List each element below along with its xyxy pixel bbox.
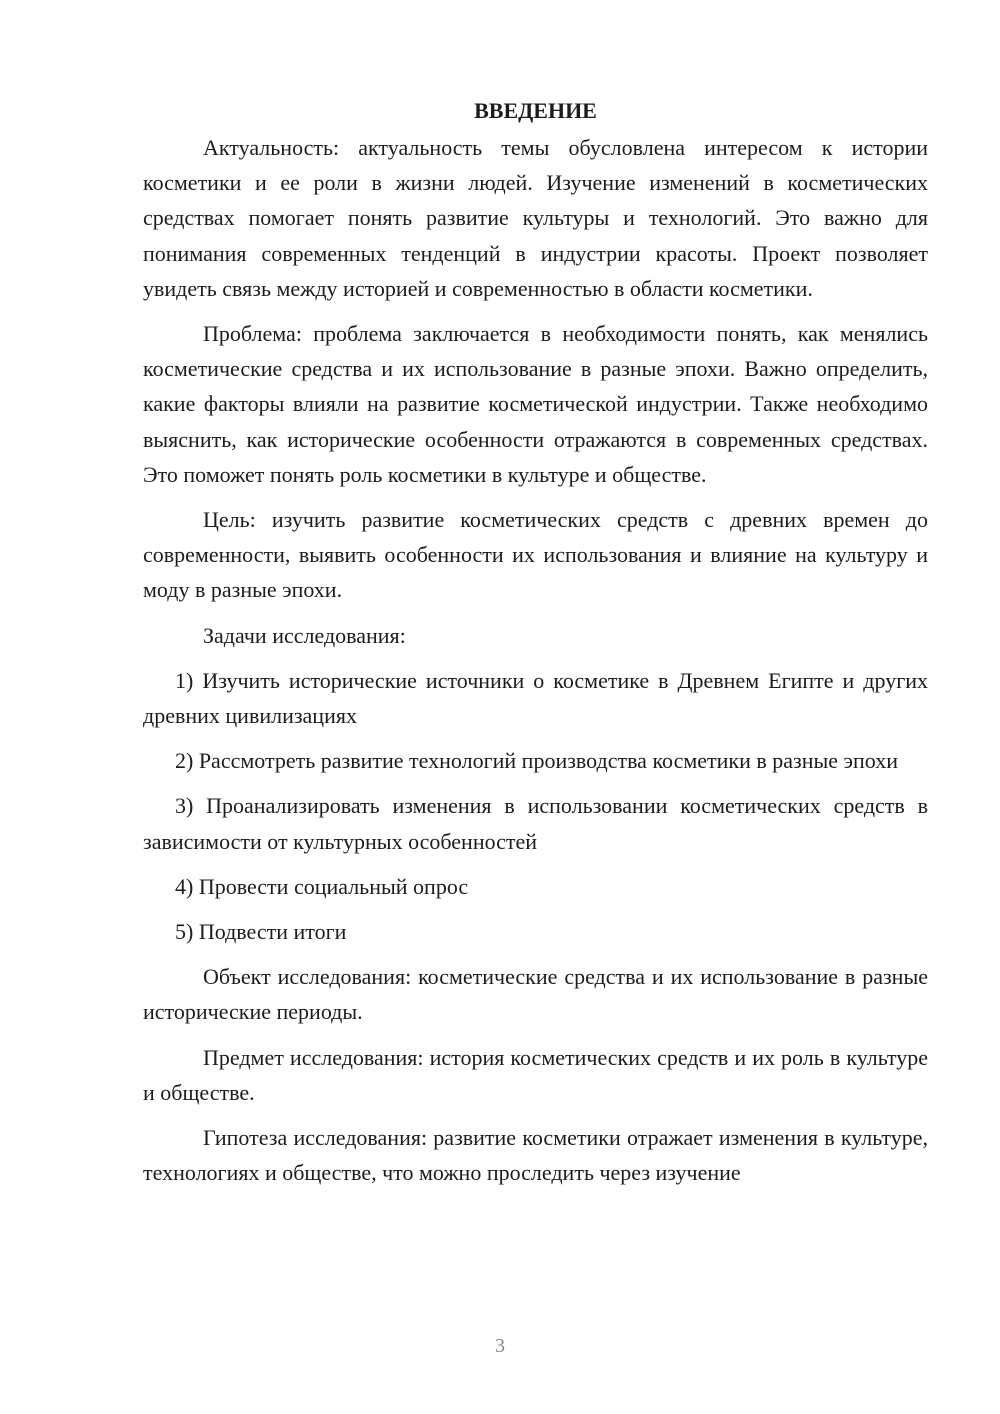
- task-item: 1) Изучить исторические источники о косметике в Древнем Египте и других древних цивилизациях: [143, 667, 928, 729]
- document-page: [143, 93, 928, 1200]
- task-item: 2) Рассмотреть развитие технологий производства косметики в разные эпохи: [175, 748, 898, 774]
- paragraph-object: Объект исследования: косметические средства и их использование в разные исторические периоды.: [143, 964, 928, 1025]
- tasks-heading: Задачи исследования:: [203, 622, 406, 648]
- paragraph-goal: Цель: изучить развитие косметических средств с древних времен до современности, выявить особенности их использования и влияние на культуру и моду в разные эпохи.: [143, 507, 928, 603]
- task-item: 3) Проанализировать изменения в использовании косметических средств в зависимости от культурных особенностей: [143, 793, 928, 854]
- task-item: 4) Провести социальный опрос: [175, 873, 469, 899]
- page-title: ВВЕДЕНИЕ: [474, 98, 597, 123]
- page-number: 3: [495, 1335, 505, 1357]
- paragraph-relevance: Актуальность: актуальность темы обусловлена интересом к истории косметики и ее роли в жизни людей. Изучение изменений в косметических средствах помогает понять развитие культуры и технологий. Это важно для понимания современных тенденций в индустрии красоты. Проект позволяет увидеть связь между историей и современностью в области косметики.: [143, 135, 928, 301]
- paragraph-problem: Проблема: проблема заключается в необходимости понять, как менялись косметические средства и их использование в разные эпохи. Важно определить, какие факторы влияли на развитие косметической индустрии. Также необходимо выяснить, как исторические особенности отражаются в современных средствах. Это поможет понять роль косметики в культуре и обществе.: [143, 321, 928, 487]
- paragraph-hypothesis: Гипотеза исследования: развитие косметики отражает изменения в культуре, технологиях и обществе, что можно проследить через изучение: [143, 1125, 928, 1186]
- task-item: 5) Подвести итоги: [175, 919, 347, 945]
- paragraph-subject: Предмет исследования: история косметических средств и их роль в культуре и обществе.: [143, 1044, 928, 1105]
